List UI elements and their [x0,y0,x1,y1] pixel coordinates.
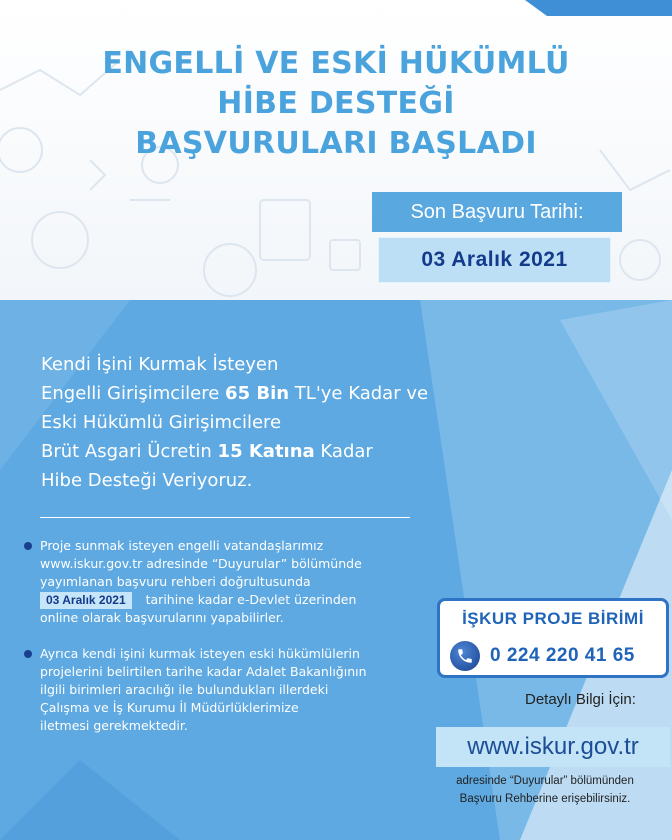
bullet2-line-5: iletmesi gerekmektedir. [40,718,188,733]
bullet-hukumlu [24,645,444,735]
bullet2-line-1: Ayrıca kendi işini kurmak isteyen eski hükümlülerin [40,646,360,661]
headline-line-1: ENGELLİ VE ESKİ HÜKÜMLÜ [102,46,570,81]
main-line-2-bold: 65 Bin [225,383,290,404]
main-line-3: Eski Hükümlü Girişimcilere [41,412,282,433]
main-line-4-bold: 15 Katına [217,441,315,462]
bullet1-date-chip: 03 Aralık 2021 [40,592,132,609]
contact-title: İŞKUR PROJE BİRİMİ [462,609,644,628]
bullet1-line-1: Proje sunmak isteyen engelli vatandaşlarımız [40,538,324,553]
website-note [420,772,670,808]
info-label: Detaylı Bilgi İçin: [525,691,636,708]
bullet-dot-icon [24,542,32,550]
main-line-5: Hibe Desteği Veriyoruz. [41,470,253,491]
bullet-list [24,537,444,753]
bullet-dot-icon [24,650,32,658]
bullet1-line-3: yayımlanan başvuru rehberi doğrultusunda [40,574,311,589]
main-line-1: Kendi İşini Kurmak İsteyen [41,354,279,375]
headline-line-2: HİBE DESTEĞİ [217,86,455,121]
bullet1-line-4 [40,591,444,609]
website-link[interactable]: www.iskur.gov.tr [436,727,670,767]
phone-icon [450,641,480,671]
deadline-label: Son Başvuru Tarihi: [372,192,622,232]
main-line-4-pre: Brüt Asgari Ücretin [41,441,218,462]
website-note-line-2: Başvuru Rehberine erişebilirsiniz. [459,793,631,805]
website-note-line-1: adresinde “Duyurular” bölümünden [456,775,634,787]
bullet-engelli [24,537,444,627]
phone-number: 0 224 220 41 65 [490,645,635,666]
main-line-2 [41,379,491,408]
main-line-4 [41,437,491,466]
main-line-4-post: Kadar [314,441,373,462]
bullet1-line-4-text: tarihine kadar e-Devlet üzerinden [145,592,357,607]
divider [40,517,410,518]
contact-box [437,598,669,678]
bullet2-line-4: Çalışma ve İş Kurumu İl Müdürlüklerimize [40,700,299,715]
bullet1-line-2: www.iskur.gov.tr adresinde “Duyurular” bölümünde [40,556,362,571]
corner-tab [547,0,672,16]
main-announcement [41,350,491,495]
bullet2-line-2: projelerini belirtilen tarihe kadar Adalet Bakanlığının [40,664,367,679]
bullet1-line-5: online olarak başvurularını yapabilirler. [40,610,284,625]
headline-line-3: BAŞVURULARI BAŞLADI [135,126,537,161]
bullet2-line-3: ilgili birimleri aracılığı ile bulundukları illerdeki [40,682,329,697]
phone-row[interactable] [450,641,635,671]
headline [0,44,672,164]
main-line-2-post: TL'ye Kadar ve [289,383,429,404]
deadline-date: 03 Aralık 2021 [378,237,611,283]
main-line-2-pre: Engelli Girişimcilere [41,383,226,404]
